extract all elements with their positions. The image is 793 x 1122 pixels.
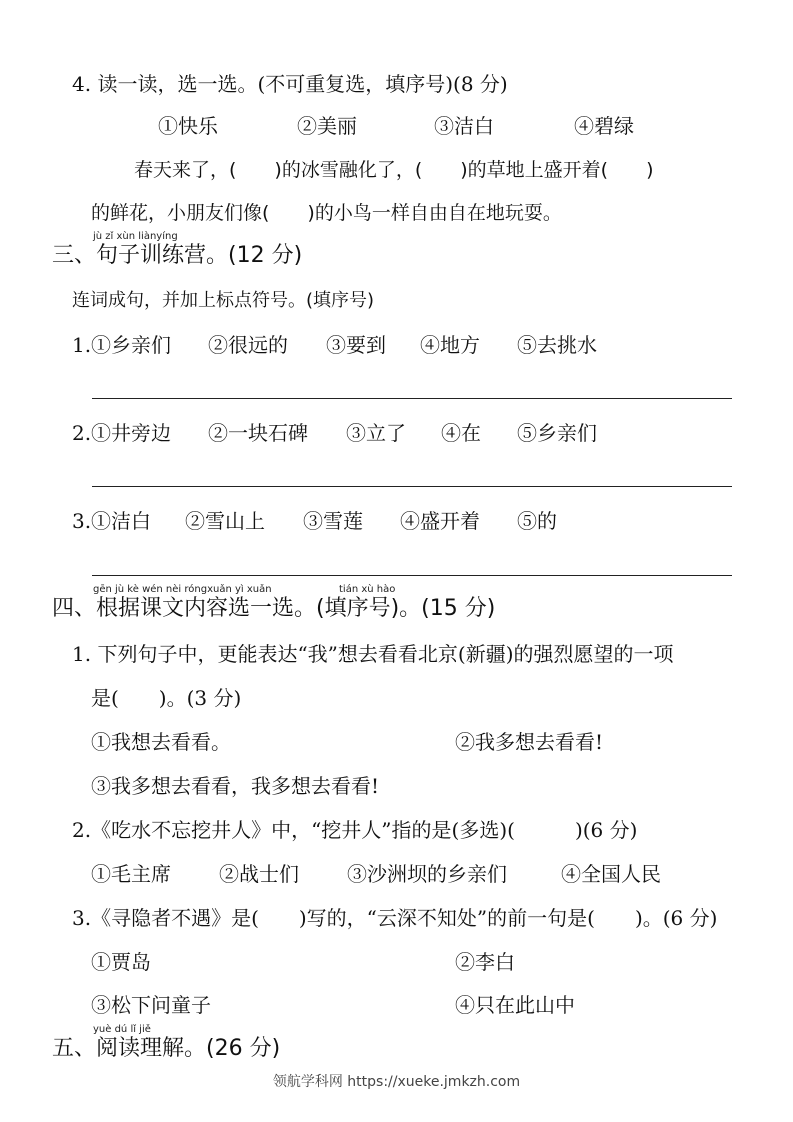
q4-option-1: ①快乐	[158, 114, 218, 138]
s3-item-1-word-4: ④地方	[420, 333, 480, 357]
s4-q2-stem: 2.《吃水不忘挖井人》中，“挖井人”指的是(多选)( )(6 分)	[72, 818, 638, 842]
s4-q1-option-1: ①我想去看看。	[91, 730, 231, 754]
s3-item-1-word-2: ②很远的	[208, 333, 288, 357]
s3-item-3-word-5: ⑤的	[517, 509, 557, 533]
s4-q3-option-3: ③松下问童子	[91, 993, 211, 1017]
s4-q3-option-4: ④只在此山中	[455, 993, 575, 1017]
section-4-pinyin-a: gēn jù kè wén nèi róngxuǎn yì xuǎn	[93, 584, 272, 595]
s3-item-3-number: 3.	[72, 509, 92, 533]
q4-passage-line-1: 春天来了，( )的冰雪融化了，( )的草地上盛开着( )	[134, 159, 654, 181]
section-5-pinyin: yuè dú lǐ jiě	[93, 1024, 151, 1035]
s3-item-2-word-5: ⑤乡亲们	[517, 421, 597, 445]
s4-q2-option-2: ②战士们	[219, 862, 299, 886]
answer-line-1[interactable]	[92, 398, 732, 399]
q4-option-3: ③洁白	[434, 114, 494, 138]
s4-q3-option-2: ②李白	[455, 950, 515, 974]
s3-item-3-word-3: ③雪莲	[303, 509, 363, 533]
answer-line-2[interactable]	[92, 486, 732, 487]
section-3-pinyin: jù zǐ xùn liànyíng	[93, 231, 178, 242]
section-4-pinyin-b: tián xù hào	[339, 584, 396, 595]
s3-item-3-word-2: ②雪山上	[185, 509, 265, 533]
s3-item-2-number: 2.	[72, 421, 92, 445]
footer-watermark: 领航学科网 https://xueke.jmkzh.com	[272, 1074, 521, 1090]
s4-q1-line-1: 1. 下列句子中，更能表达“我”想去看看北京(新疆)的强烈愿望的一项	[72, 642, 674, 666]
q4-option-4: ④碧绿	[574, 114, 634, 138]
s3-item-2-word-3: ③立了	[346, 421, 406, 445]
answer-line-3[interactable]	[92, 575, 732, 576]
s3-item-2-word-1: ①井旁边	[91, 421, 171, 445]
s3-item-1-word-1: ①乡亲们	[91, 333, 171, 357]
s4-q1-option-3: ③我多想去看看，我多想去看看!	[91, 774, 380, 798]
section-5-title: 五、阅读理解。(26 分)	[52, 1036, 281, 1061]
s4-q2-option-3: ③沙洲坝的乡亲们	[347, 862, 507, 886]
s4-q1-option-2: ②我多想去看看!	[455, 730, 604, 754]
s4-q3-stem: 3.《寻隐者不遇》是( )写的，“云深不知处”的前一句是( )。(6 分)	[72, 906, 718, 930]
s4-q2-option-4: ④全国人民	[561, 862, 661, 886]
s3-item-3-word-1: ①洁白	[91, 509, 151, 533]
s4-q1-line-2: 是( )。(3 分)	[91, 686, 242, 710]
q4-passage-line-2: 的鲜花，小朋友们像( )的小鸟一样自由自在地玩耍。	[91, 202, 562, 224]
s4-q2-option-1: ①毛主席	[91, 862, 171, 886]
s3-item-2-word-4: ④在	[441, 421, 481, 445]
s3-item-1-number: 1.	[72, 333, 92, 357]
s3-item-1-word-5: ⑤去挑水	[517, 333, 597, 357]
section-4-title: 四、根据课文内容选一选。(填序号)。(15 分)	[52, 596, 496, 621]
s3-item-1-word-3: ③要到	[326, 333, 386, 357]
q4-option-2: ②美丽	[297, 114, 357, 138]
section-3-title: 三、句子训练营。(12 分)	[52, 243, 303, 268]
s3-item-3-word-4: ④盛开着	[400, 509, 480, 533]
s3-item-2-word-2: ②一块石碑	[208, 421, 308, 445]
question-4-stem: 4. 读一读，选一选。(不可重复选，填序号)(8 分)	[72, 72, 508, 96]
section-3-instruction: 连词成句，并加上标点符号。(填序号)	[72, 290, 375, 311]
s4-q3-option-1: ①贾岛	[91, 950, 151, 974]
